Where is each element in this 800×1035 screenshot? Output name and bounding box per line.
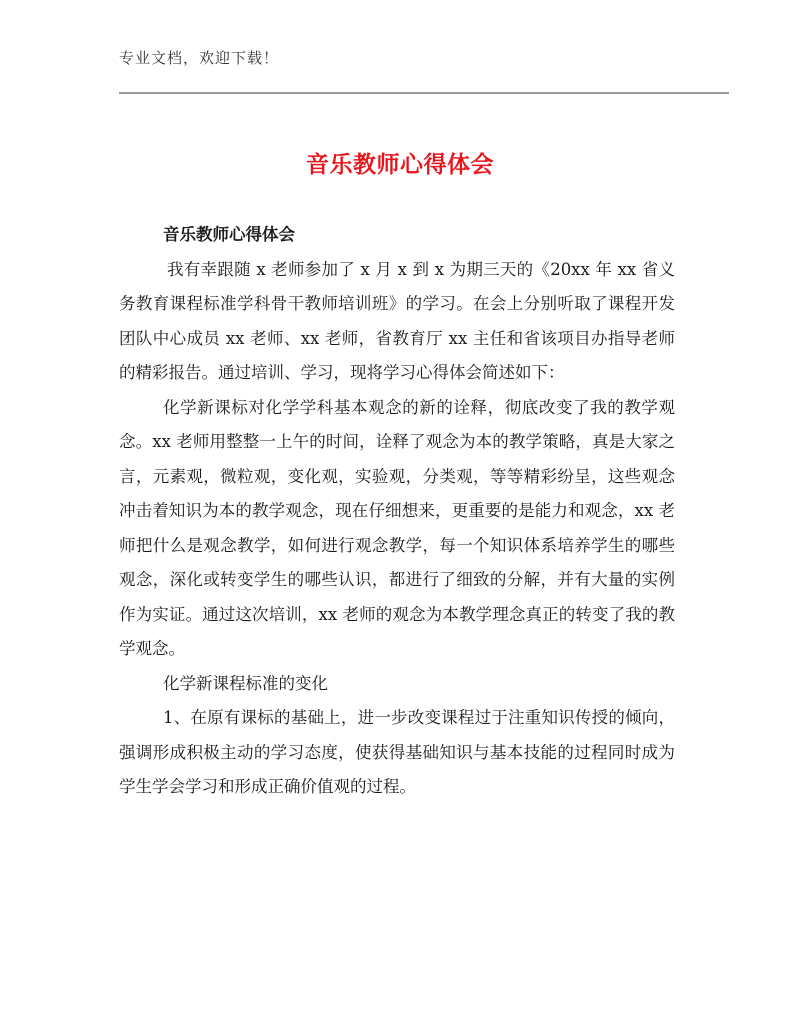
paragraph-point-1: 1、在原有课标的基础上，进一步改变课程过于注重知识传授的倾向，强调形成积极主动的学习态度，使获得基础知识与基本技能的过程同时成为学生学会学习和形成正确价值观的过程。 [119,708,675,796]
paragraph-standard-changes-heading: 化学新课程标准的变化 [163,673,328,693]
header-note: 专业文档，欢迎下载！ [119,49,280,67]
document-body [119,218,675,805]
header-divider [119,92,729,94]
document-title: 音乐教师心得体会 [306,152,494,178]
paragraph-concepts: 化学新课标对化学学科基本观念的新的诠释，彻底改变了我的教学观念。xx 老师用整整一上午的时间，诠释了观念为本的教学策略，真是大家之言，元素观，微粒观，变化观，实验观，分类观，等等精彩纷呈，这些观念冲击着知识为本的教学观念，现在仔细想来，更重要的是能力和观念，xx 老师把什么是观念教学，如何进行观念教学，每一个知识体系培养学生的哪些观念，深化或转变学生的哪些认识，都进行了细致的分解，并有大量的实例作为实证。通过这次培训，xx 老师的观念为本教学理念真正的转变了我的教学观念。 [119,397,675,658]
section-heading: 音乐教师心得体会 [163,225,295,244]
paragraph-intro: 我有幸跟随 x 老师参加了 x 月 x 到 x 为期三天的《20xx 年 xx 省义务教育课程标准学科骨干教师培训班》的学习。在会上分别听取了课程开发团队中心成员 xx 老师、xx 老师，省教育厅 xx 主任和省该项目办指导老师的精彩报告。通过培训、学习，现将学习心得体会简述如下： [119,259,675,382]
